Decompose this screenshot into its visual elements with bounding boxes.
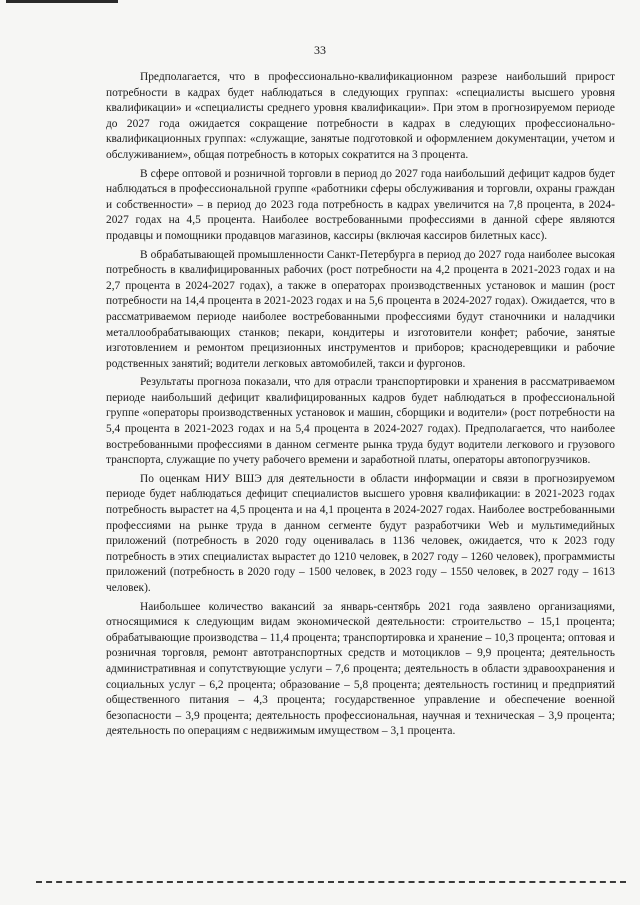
paragraph-manufacturing: В обрабатывающей промышленности Санкт-Петербурга в период до 2027 года наиболее высокая потребность в квалифицированных рабочих (рост потребности на 4,2 процента в 2021-2023 годах и на 2,7 процента в 2024-2027 годах), а также в операторах производственных установок и машин (рост потребности на 14,4 процента в 2021-2023 годах и на 5,6 процента в 2024-2027 годах). Ожидается, что в рассматриваемом периоде наиболее востребованными профессиями будут станочники и наладчики металлообрабатывающих станков; пекари, кондитеры и изготовители конфет; рабочие, занятые изготовлением и ремонтом прецизионных инструментов и приборов; краснодеревщики и рабочие родственных занятий; водители легковых автомобилей, такси и фургонов. xyxy=(106,248,615,370)
scan-corner-mark xyxy=(6,0,118,3)
paragraph-professional-groups: Предполагается, что в профессионально-квалификационном разрезе наибольший прирост потребности в кадрах будет наблюдаться в следующих группах: «специалисты высшего уровня квалификации» и «специалисты среднего уровня квалификации». При этом в прогнозируемом периоде до 2027 года ожидается сокращение потребности в кадрах в следующих профессионально-квалификационных группах: «служащие, занятые подготовкой и оформлением документации, учетом и обслуживанием», общая потребность в которых сократится на 3 процента. xyxy=(106,71,615,161)
paragraph-transport: Результаты прогноза показали, что для отрасли транспортировки и хранения в рассматриваемом периоде наибольший дефицит квалифицированных кадров будет наблюдаться в профессиональной группе «операторы производственных установок и машин, сборщики и водители» (рост потребности на 5,4 процента в 2021-2023 годах и на 5,4 процента в 2024-2027 годах). Предполагается, что наиболее востребованными профессиями в данном сегменте рынка труда будут водители легкового и грузового транспорта, служащие по учету рабочего времени и заработной платы, операторы автопогрузчиков. xyxy=(106,376,615,467)
paragraph-vacancies: Наибольшее количество вакансий за январь-сентябрь 2021 года заявлено организациями, относящимися к следующим видам экономической деятельности: строительство – 15,1 процента; обрабатывающие производства – 11,4 процента; транспортировка и хранение – 10,3 процента; оптовая и розничная торговля, ремонт автотранспортных средств и мотоциклов – 9,9 процента; деятельность административная и сопутствующие услуги – 7,6 процента; деятельность в области здравоохранения и социальных услуг – 6,2 процента; образование – 5,8 процента; деятельность гостиниц и предприятий общественного питания – 4,3 процента; государственное управление и обеспечение военной безопасности – 3,9 процента; деятельность профессиональная, научная и техническая – 3,9 процента; деятельность по операциям с недвижимым имуществом – 3,1 процента. xyxy=(106,600,615,738)
page-number: 33 xyxy=(314,43,326,57)
paragraph-it-communications: По оценкам НИУ ВШЭ для деятельности в области информации и связи в прогнозируемом периоде будет наблюдаться дефицит специалистов высшего уровня квалификации: в 2021-2023 годах потребность вырастет на 4,5 процента и на 4,1 процента в 2024-2027 годах. Наиболее востребованными профессиями на рынке труда в данном сегменте будут разработчики Web и мультимедийных приложений (потребность в 2020 году оценивалась в 1136 человек, ожидается, что к 2023 году потребность в этих специалистах вырастет до 1210 человек, в 2027 году – 1260 человек), программисты приложений (потребность в 2020 году – 1500 человек, в 2023 году – 1550 человек, в 2027 году – 1613 человек). xyxy=(106,472,615,594)
body-text xyxy=(106,70,615,743)
bottom-scan-line xyxy=(36,881,626,883)
paragraph-trade: В сфере оптовой и розничной торговли в период до 2027 года наибольший дефицит кадров будет наблюдаться в профессиональной группе «работники сферы обслуживания и торговли, охраны граждан и собственности» – в период до 2023 года потребность в кадрах увеличится на 7,8 процента, в 2024-2027 годах на 4,5 процента. Наиболее востребованными профессиями в данной сфере являются продавцы и помощники продавцов магазинов, кассиры (включая кассиров билетных касс). xyxy=(106,167,615,242)
